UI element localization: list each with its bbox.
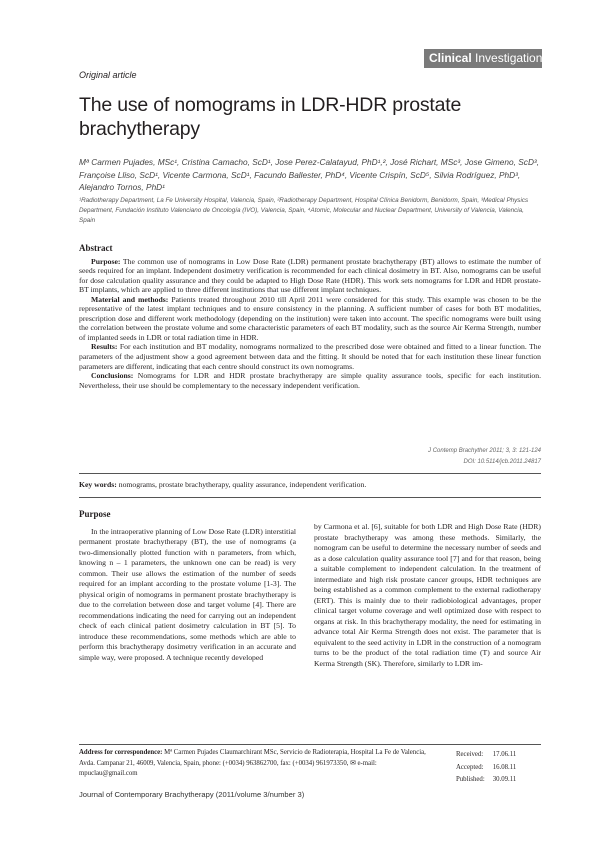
badge-bold: Clinical — [429, 51, 472, 65]
body-right-column — [314, 522, 541, 669]
article-title: The use of nomograms in LDR-HDR prostate brachytherapy — [79, 94, 462, 140]
author-list: Mª Carmen Pujades, MSc¹, Cristina Camacho, ScD¹, Jose Perez-Calatayud, PhD¹,², José Richart, MSc³, Jose Gimeno, ScD³, Françoise Lliso, ScD¹, Vicente Carmona, ScD¹, Facundo Ballester, PhD⁴, Vicente Crispín, ScD⁵, Silvia Rodríguez, PhD³, Alejandro Tornos, PhD¹ — [79, 157, 539, 193]
keywords-label: Key words: — [79, 480, 117, 489]
citation-journal: J Contemp Brachyther 2011; 3, 3: 121-124 — [428, 448, 541, 454]
correspondence-label: Address for correspondence: — [79, 749, 163, 756]
keywords-text: nomograms, prostate brachytherapy, quality assurance, independent verification. — [116, 480, 367, 489]
results-text: For each institution and BT modality, nomograms normalized to the prescribed dose were obtained and fitted to a linear function. The parameters of the adjustment show a good agreement between data and the fitting. It should be noted that for each institution these linear function parameters are different, indicating that each centre should construct its own nomograms. — [79, 342, 541, 371]
date-row — [456, 775, 522, 786]
correspondence — [79, 748, 429, 780]
conclusions-label: Conclusions: — [91, 371, 134, 381]
methods-label: Material and methods: — [91, 294, 169, 304]
citation — [428, 446, 541, 467]
date-row — [456, 750, 522, 761]
date-row — [456, 763, 522, 774]
results-label: Results: — [91, 342, 118, 352]
affiliations: ¹Radiotherapy Department, La Fe University Hospital, Valencia, Spain, ²Radiotherapy Department, Hospital Clínica Benidorm, Benidorm, Spain, ³Medical Physics Department, Fundación Instituto Valenciano de Oncología (IVO), Valencia, Spain, ⁴Atomic, Molecular and Nuclear Department, University of Valencia, Valencia, Spain — [79, 197, 529, 225]
correspondence-text: Mª Carmen Pujades Claumarchirant MSc, Servicio de Radioterapia, Hospital La Fe de Valencia, Avda. Campanar 21, 46009, Valencia, Spain, phone: (+0034) 963862700, fax: (+0034) 961973350, ✉ e-mail: mpuclau@gmail.com — [79, 749, 426, 778]
body-left-column — [79, 509, 296, 663]
dates-table — [454, 748, 524, 788]
abstract-heading: Abstract — [79, 243, 113, 253]
abstract-purpose — [79, 257, 541, 295]
abstract-methods — [79, 295, 541, 343]
date-label: Published: — [456, 776, 485, 784]
purpose-label: Purpose: — [91, 256, 121, 266]
abstract-results — [79, 342, 541, 371]
methods-text: Patients treated throughout 2010 till April 2011 were considered for this study. This example was chosen to be the representative of the latest implant techniques and to ensure consistency in the planning. A sufficient number of cases for both BT modalities, prescription dose and different work methodology (depending on the institution) were taken into account. The specific nomograms were built using the correlation between the prostate volume and some characteristic parameters of each BT modality, such as the source Air Kerma Strength, number of implanted seeds in LDR or total radiation time in HDR. — [79, 294, 541, 342]
divider — [79, 497, 541, 498]
article-type: Original article — [79, 70, 137, 80]
body-right-text: by Carmona et al. [6], suitable for both LDR and High Dose Rate (HDR) prostate brachytherapy was among these methods. Similarly, the nomogram can be useful to determine the necessary number of seeds and as a dose calculation quality assurance tool [7] and for that reason, being a suitable complement to independent calculation. In the treatment of intermediate and high risk prostate cancer groups, HDR techniques are being established as a common complement to the external radiotherapy (ERT). This is mainly due to their radiobiological advantages, proper clinical target volume coverage and well optimized dose with respect to organs at risk. In this brachytherapy modality, the need for estimating in advance total Air Kerma Strength does not exist. The parameter that is equivalent to the seed activity in LDR in the construction of a nomogram turns to be the product of the total radiation time (T) and source Air Kerma Strength (SK). Therefore, similarly to LDR im- — [314, 522, 541, 668]
date-value: 16.08.11 — [492, 763, 517, 771]
abstract — [79, 244, 541, 390]
keywords — [79, 480, 541, 489]
date-label: Received: — [456, 751, 484, 758]
citation-doi[interactable]: DOI: 10.5114/jcb.2011.24817 — [463, 458, 541, 465]
divider — [79, 473, 541, 474]
journal-footer: Journal of Contemporary Brachytherapy (2011/volume 3/number 3) — [79, 790, 305, 799]
purpose-heading: Purpose — [79, 509, 111, 519]
section-badge — [424, 49, 549, 68]
purpose-text: The common use of nomograms in Low Dose Rate (LDR) permanent prostate brachytherapy (BT) allows to estimate the number of seeds required for an implant. Independent dosimetry verification is recommended for each clinical dosimetry in BT. Also, nomograms can be useful for dose calculation quality assurance and they could be adapted to High Dose Rate (HDR). This work sets nomograms for LDR and HDR prostate-BT implants, which are applied to three different institutions that use different implant techniques. — [79, 256, 541, 295]
date-value: 17.06.11 — [492, 751, 517, 758]
conclusions-text: Nomograms for LDR and HDR prostate brachytherapy are simple quality assurance tools, specific for each institution. Nevertheless, their use should be complementary to the necessary independent verification. — [79, 371, 541, 390]
date-value: 30.09.11 — [492, 776, 517, 784]
date-label: Accepted: — [456, 763, 484, 771]
divider — [79, 744, 541, 745]
body-left-text: In the intraoperative planning of Low Dose Rate (LDR) interstitial permanent prostate brachytherapy (BT), the use of nomograms (a two-dimensionally plotted function with n parameters, from which, knowing n – 1 parameters, the unknown one can be read) is very common. Their use allows the estimation of the number of seeds required for an implant according to the prostate volume [1-3]. The physical origin of nomograms in permanent prostate brachytherapy is due to the correlation between dose and target volume [4]. There are recommendations indicating the need for carrying out an independent check of each clinical patient dosimetry calculation in BT [5]. To introduce these recommendations, some methods which are able to perform this brachytherapy dosimetry verification in an accurate and simple way, were proposed. A technique recently developed — [79, 526, 296, 662]
abstract-conclusions — [79, 371, 541, 390]
badge-rest: Investigations — [475, 51, 549, 65]
